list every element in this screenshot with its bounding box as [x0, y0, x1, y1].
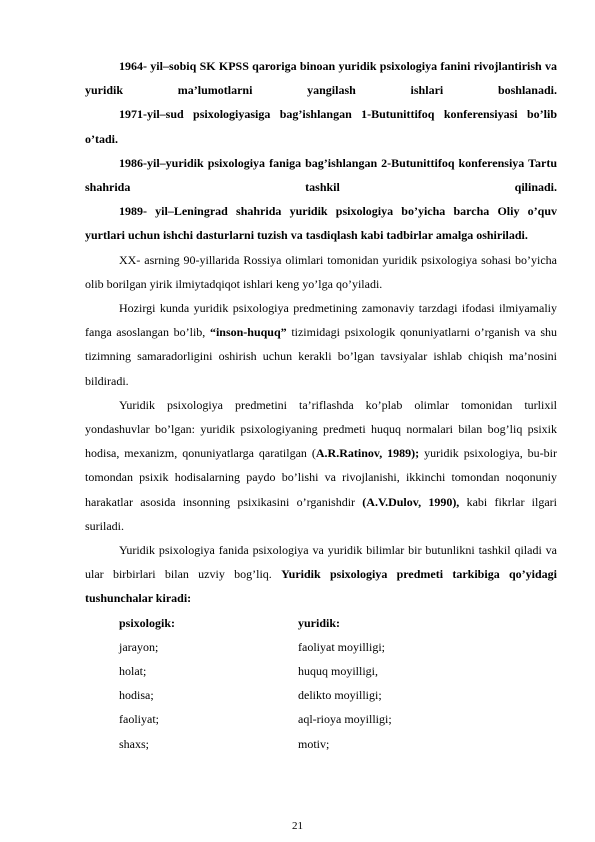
header-legal: yuridik:: [298, 615, 341, 630]
table-cell: shaxs;: [119, 736, 149, 751]
table-cell: huquq moyilligi,: [298, 664, 379, 679]
table-row: [85, 635, 557, 659]
table-row: [85, 683, 557, 707]
paragraph-1971: 1971-yil–sud psixologiyasiga bag’ishlangan 1-Butunittifoq konferensiyasi bo’lib o’tadi.: [85, 107, 557, 146]
header-psychological: psixologik:: [119, 615, 176, 630]
paragraph-modern-definition: Hozirgi kunda yuridik psixologiya predmetining zamonaviy tarzdagi ifodasi ilmiyamaliy fanga asoslangan bo’lib, “inson-huquq” tizimidagi psixologik qonuniyatlarni o’rganish va shu tizimning samaradorligini oshirish uchun kerakli bo’lgan tavsiyalar ishlab chiqish ma’nosini bildiradi.: [85, 301, 557, 388]
paragraph-1986: 1986-yil–yuridik psixologiya faniga bag’ishlangan 2-Butunittifoq konferensiya Tartu shahrida tashkil qilinadi.: [85, 155, 557, 195]
paragraph-1964: 1964- yil–sobiq SK KPSS qaroriga binoan yuridik psixologiya fanini rivojlantirish va yuridik ma’lumotlarni yangilash ishlari boshlanadi.: [85, 59, 557, 98]
table-row: [85, 732, 557, 756]
concepts-table-header: [85, 611, 557, 635]
table-cell: faoliyat moyilligi;: [298, 639, 385, 654]
table-cell: motiv;: [298, 736, 330, 751]
concepts-table: [85, 611, 557, 756]
table-cell: hodisa;: [119, 688, 154, 703]
paragraph-approaches: Yuridik psixologiya predmetini ta’riflashda ko’plab olimlar tomonidan turlixil yondashuvlar bo’lgan: yuridik psixologiyaning predmeti huquq normalari bilan bog’liq psixik hodisa, mexanizm, qonuniyatlarga qaratilgan (A.R.Ratinov, 1989); yuridik psixologiya, bu-bir tomondan psixik hodisalarning paydo bo’lishi va rivojlanishi, ikkinchi tomondan noqonuniy harakatlar asosida insonning psixikasini o’rganishdir (A.V.Dulov, 1990), kabi fikrlar ilgari suriladi.: [85, 397, 558, 533]
paragraph-concepts-intro: Yuridik psixologiya fanida psixologiya va yuridik bilimlar bir butunlikni tashkil qiladi va ular birbirlari bilan uzviy bog’liq. Yuridik psixologiya predmeti tarkibiga qo’yidagi tushunchalar kiradi:: [85, 543, 558, 606]
page-number: 21: [292, 820, 303, 832]
document-page: [85, 54, 557, 756]
paragraph-90s: XX- asrning 90-yillarida Rossiya olimlari tomonidan yuridik psixologiya sohasi bo’yicha olib borilgan yirik ilmiytadqiqot ishlari keng yo’lga qo’yiladi.: [85, 252, 557, 291]
paragraph-1989: 1989- yil–Leningrad shahrida yuridik psixologiya bo’yicha barcha Oliy o’quv yurtlari uchun ishchi dasturlarni tuzish va tasdiqlash kabi tadbirlar amalga oshiriladi.: [85, 204, 557, 243]
table-row: [85, 707, 557, 731]
table-cell: holat;: [119, 664, 147, 679]
table-row: [85, 659, 557, 683]
table-cell: aql-rioya moyilligi;: [298, 712, 392, 727]
table-cell: delikto moyilligi;: [298, 688, 382, 703]
table-cell: jarayon;: [119, 639, 159, 654]
table-cell: faoliyat;: [119, 712, 159, 727]
